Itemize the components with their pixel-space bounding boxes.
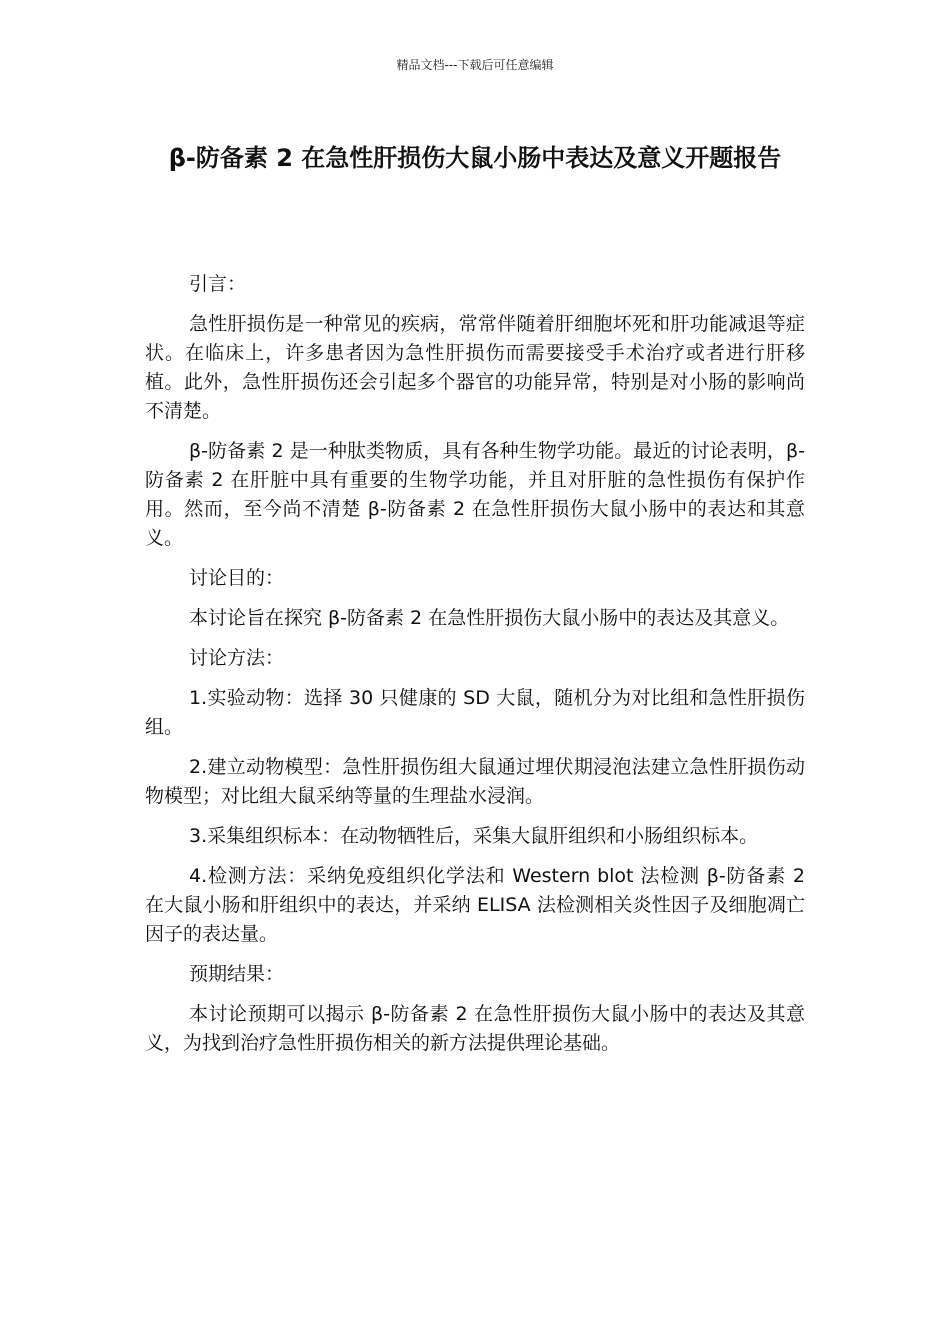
method-item-animals: 1.实验动物：选择 30 只健康的 SD 大鼠，随机分为对比组和急性肝损伤组。: [145, 687, 805, 738]
paragraph-objective: 本讨论旨在探究 β-防备素 2 在急性肝损伤大鼠小肠中的表达及其意义。: [189, 607, 790, 629]
document-title: β-防备素 2 在急性肝损伤大鼠小肠中表达及意义开题报告: [168, 144, 782, 172]
section-heading-methods: 讨论方法：: [189, 647, 285, 669]
section-heading-introduction: 引言：: [189, 273, 247, 295]
method-item-model: 2.建立动物模型：急性肝损伤组大鼠通过埋伏期浸泡法建立急性肝损伤动物模型；对比组大鼠采纳等量的生理盐水浸润。: [145, 756, 805, 807]
method-item-sampling: 3.采集组织标本：在动物牺牲后，采集大鼠肝组织和小肠组织标本。: [189, 825, 759, 847]
paragraph-intro-defensin: β-防备素 2 是一种肽类物质，具有各种生物学功能。最近的讨论表明，β-防备素 2 在肝脏中具有重要的生物学功能，并且对肝脏的急性损伤有保护作用。然而，至今尚不清楚 β-防备素 2 在急性肝损伤大鼠小肠中的表达和其意义。: [145, 440, 805, 549]
section-heading-expected-results: 预期结果：: [189, 963, 285, 985]
method-item-detection: 4.检测方法：采纳免疫组织化学法和 Western blot 法检测 β-防备素 2 在大鼠小肠和肝组织中的表达，并采纳 ELISA 法检测相关炎性因子及细胞凋亡因子的表达量。: [145, 865, 805, 945]
document-body: [145, 270, 805, 1069]
paragraph-intro-background: 急性肝损伤是一种常见的疾病，常常伴随着肝细胞坏死和肝功能减退等症状。在临床上，许多患者因为急性肝损伤而需要接受手术治疗或者进行肝移植。此外，急性肝损伤还会引起多个器官的功能异常，特别是对小肠的影响尚不清楚。: [145, 313, 805, 422]
section-heading-objective: 讨论目的：: [189, 567, 285, 589]
page-header: 精品文档---下载后可任意编辑: [396, 58, 554, 72]
paragraph-expected-results: 本讨论预期可以揭示 β-防备素 2 在急性肝损伤大鼠小肠中的表达及其意义，为找到治疗急性肝损伤相关的新方法提供理论基础。: [145, 1003, 805, 1054]
